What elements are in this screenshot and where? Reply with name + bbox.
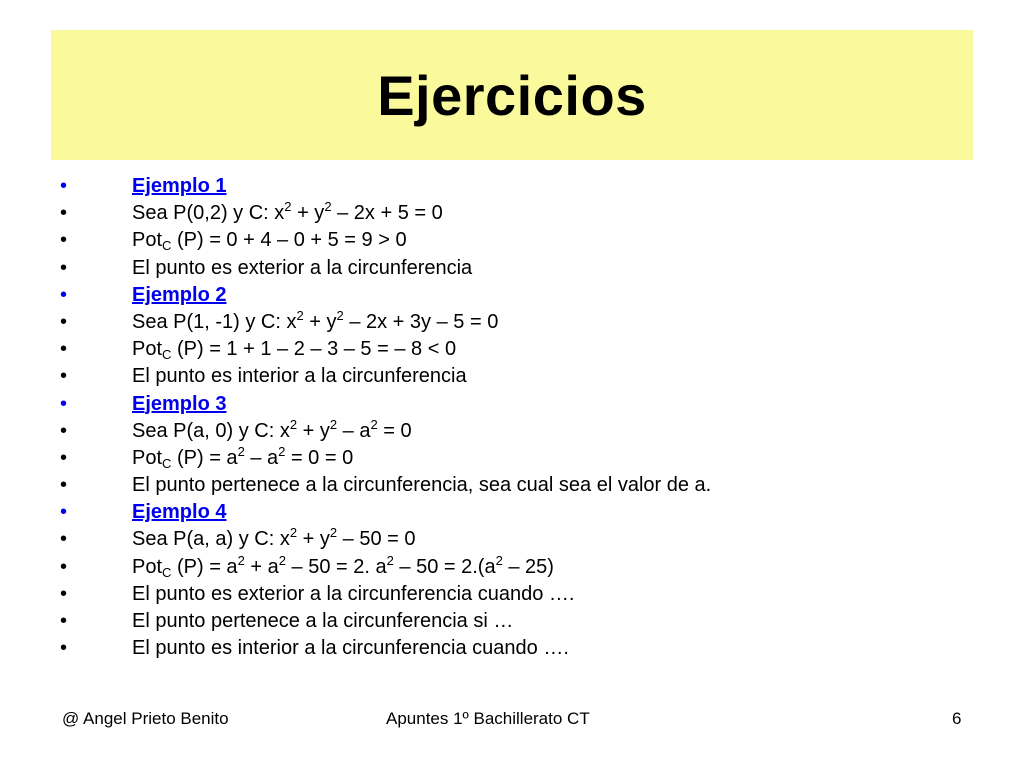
subscript: C <box>162 238 172 254</box>
bullet-icon: • <box>60 175 68 197</box>
bullet-icon: • <box>60 501 68 524</box>
list-item <box>58 255 988 282</box>
formula-part: – 50 = 2. a <box>285 555 387 578</box>
list-item <box>58 635 988 662</box>
formula-part: Sea P(1, -1) y C: x <box>132 310 297 333</box>
formula-part: (P) = 0 + 4 – 0 + 5 = 9 > 0 <box>171 229 407 252</box>
bullet-icon: • <box>60 446 68 469</box>
formula-part: (P) = 1 + 1 – 2 – 3 – 5 = – 8 < 0 <box>171 338 457 361</box>
list-item <box>58 472 988 499</box>
bullet-icon: • <box>60 229 68 252</box>
bullet-icon: • <box>60 582 68 605</box>
superscript: 2 <box>237 443 245 459</box>
example-link[interactable]: Ejemplo 4 <box>132 501 227 524</box>
line-text: El punto es interior a la circunferencia cuando …. <box>132 637 569 660</box>
superscript: 2 <box>237 552 245 568</box>
formula-text <box>132 526 416 553</box>
formula-part: – 50 = 0 <box>337 528 416 551</box>
bullet-icon: • <box>60 610 68 632</box>
example-heading-item[interactable] <box>58 499 988 526</box>
superscript: 2 <box>370 416 378 432</box>
formula-part: + y <box>291 202 325 225</box>
superscript: 2 <box>284 199 292 215</box>
list-item <box>58 309 988 336</box>
example-link[interactable]: Ejemplo 3 <box>132 392 227 415</box>
line-text: El punto es exterior a la circunferencia <box>132 256 473 279</box>
formula-part: – 25) <box>502 555 554 578</box>
subscript: C <box>162 455 172 471</box>
list-item <box>58 581 988 608</box>
formula-part: + a <box>244 555 279 578</box>
formula-part: Pot <box>132 446 163 469</box>
slide-title: Ejercicios <box>377 63 647 127</box>
list-item <box>58 200 988 227</box>
subscript: C <box>162 564 172 580</box>
superscript: 2 <box>278 443 286 459</box>
formula-part: (P) = a <box>171 446 238 469</box>
subscript: C <box>162 347 172 363</box>
line-text: El punto es exterior a la circunferencia cuando …. <box>132 582 575 605</box>
formula-part: – a <box>244 446 279 469</box>
formula-text <box>132 336 456 363</box>
list-item <box>58 554 988 581</box>
formula-part: – 2x + 3y – 5 = 0 <box>343 310 499 333</box>
bullet-icon: • <box>60 528 68 551</box>
formula-part: Pot <box>132 229 163 252</box>
formula-part: Pot <box>132 555 163 578</box>
formula-part: = 0 = 0 <box>285 446 354 469</box>
line-text: El punto es interior a la circunferencia <box>132 365 467 388</box>
example-heading-item[interactable] <box>58 173 988 200</box>
formula-part: (P) = a <box>171 555 238 578</box>
bullet-icon: • <box>60 474 68 497</box>
formula-text <box>132 554 554 581</box>
example-link[interactable]: Ejemplo 1 <box>132 175 227 197</box>
bullet-icon: • <box>60 392 68 415</box>
superscript: 2 <box>386 552 394 568</box>
formula-part: Sea P(a, a) y C: x <box>132 528 290 551</box>
formula-text <box>132 309 498 336</box>
example-heading-item[interactable] <box>58 391 988 418</box>
line-text: El punto pertenece a la circunferencia si … <box>132 610 514 632</box>
superscript: 2 <box>329 416 338 432</box>
superscript: 2 <box>296 307 304 323</box>
bullet-icon: • <box>60 637 68 660</box>
formula-part: – a <box>337 419 371 442</box>
formula-text <box>132 445 353 472</box>
superscript: 2 <box>289 416 298 432</box>
superscript: 2 <box>495 552 503 568</box>
example-heading-item[interactable] <box>58 282 988 309</box>
footer-author: @ Angel Prieto Benito <box>62 709 229 728</box>
bullet-icon: • <box>60 256 68 279</box>
list-item <box>58 608 988 635</box>
formula-text <box>132 227 407 254</box>
list-item <box>58 526 988 553</box>
bullet-icon: • <box>60 310 68 333</box>
footer-page-number: 6 <box>952 709 962 728</box>
formula-part: = 0 <box>377 419 412 442</box>
footer-course: Apuntes 1º Bachillerato CT <box>386 709 590 728</box>
list-item <box>58 336 988 363</box>
list-item <box>58 445 988 472</box>
formula-part: – 2x + 5 = 0 <box>331 202 443 225</box>
example-link[interactable]: Ejemplo 2 <box>132 283 227 306</box>
list-item <box>58 418 988 445</box>
superscript: 2 <box>336 307 344 323</box>
list-item <box>58 227 988 254</box>
superscript: 2 <box>329 525 338 541</box>
bullet-icon: • <box>60 365 68 388</box>
formula-part: Pot <box>132 338 163 361</box>
formula-text <box>132 200 443 227</box>
bullet-icon: • <box>60 419 68 442</box>
formula-text <box>132 418 412 445</box>
formula-part: + y <box>297 419 330 442</box>
list-item <box>58 363 988 390</box>
bullet-icon: • <box>60 283 68 306</box>
superscript: 2 <box>278 552 286 568</box>
bullet-list <box>58 173 988 662</box>
formula-part: + y <box>303 310 337 333</box>
formula-part: + y <box>297 528 330 551</box>
bullet-icon: • <box>60 338 68 361</box>
bullet-icon: • <box>60 555 68 578</box>
formula-part: Sea P(a, 0) y C: x <box>132 419 290 442</box>
superscript: 2 <box>324 199 332 215</box>
formula-part: Sea P(0,2) y C: x <box>132 202 285 225</box>
title-banner <box>51 30 973 160</box>
superscript: 2 <box>289 525 298 541</box>
bullet-icon: • <box>60 202 68 225</box>
formula-part: – 50 = 2.(a <box>393 555 496 578</box>
line-text: El punto pertenece a la circunferencia, sea cual sea el valor de a. <box>132 474 712 497</box>
